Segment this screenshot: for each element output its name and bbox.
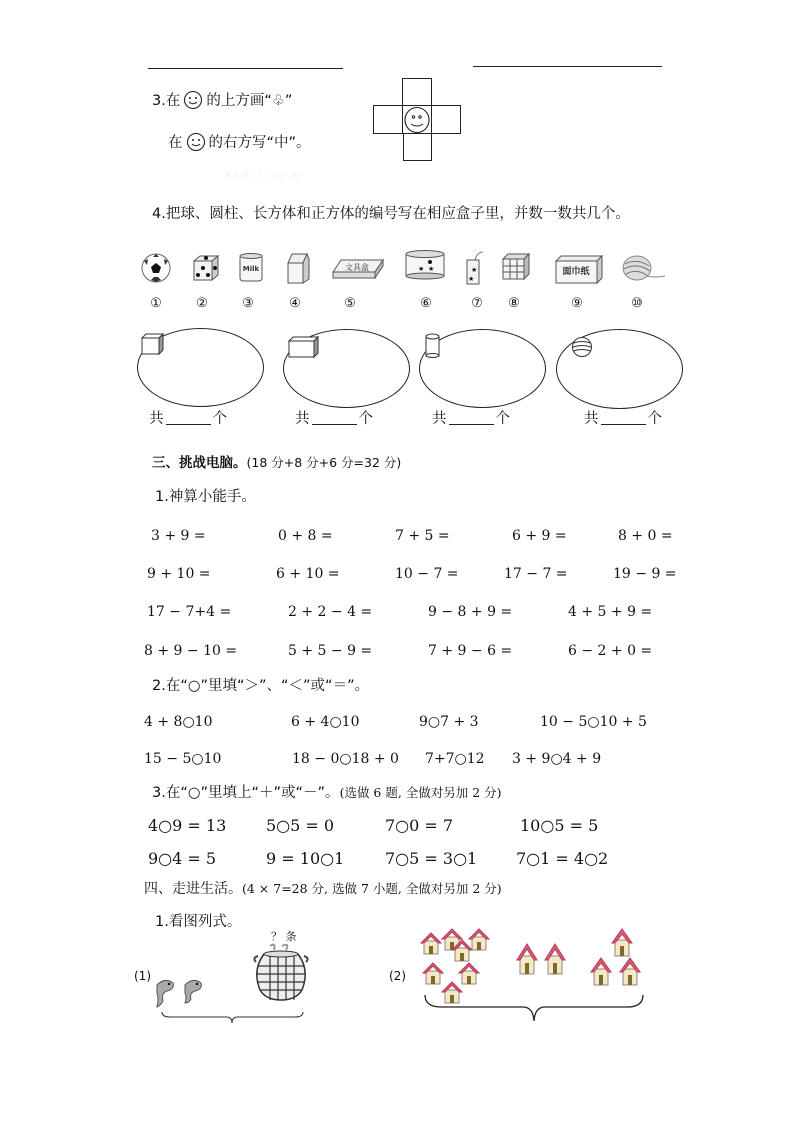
object-number: ② (196, 296, 208, 311)
operator-item[interactable]: 7○5 = 3○1 (385, 849, 478, 868)
answer-line-right[interactable] (473, 66, 662, 67)
svg-text:面巾纸: 面巾纸 (562, 267, 590, 277)
svg-text:Milk: Milk (242, 265, 260, 273)
object-number: ⑩ (631, 296, 643, 311)
operator-item[interactable]: 9 = 10○1 (266, 849, 345, 868)
equation[interactable]: 17 − 7 = (504, 566, 568, 582)
compare-item[interactable]: 6 + 4○10 (291, 714, 360, 730)
jar-icon (250, 942, 312, 1002)
compare-item[interactable]: 9○7 + 3 (419, 714, 479, 730)
part1-title: 1.神算小能手。 (155, 489, 256, 505)
house-icon (610, 927, 634, 957)
equation[interactable]: 6 + 9 = (512, 528, 567, 544)
q3-line1: 3.在 的上方画“♧” (152, 90, 292, 110)
cuboid-icon (288, 335, 320, 359)
count-blank[interactable] (601, 410, 646, 425)
compare-item[interactable]: 10 − 5○10 + 5 (540, 714, 647, 730)
operator-item[interactable]: 5○5 = 0 (266, 816, 335, 835)
compare-item[interactable]: 7+7○12 (425, 751, 485, 767)
firecracker-icon (463, 250, 485, 286)
compare-item[interactable]: 15 − 5○10 (144, 751, 222, 767)
tissue-box-icon (554, 253, 604, 285)
house-icon (515, 942, 539, 976)
equation[interactable]: 19 − 9 = (613, 566, 677, 582)
equation[interactable]: 7 + 5 = (395, 528, 450, 544)
answer-line-left[interactable] (148, 68, 343, 69)
object-number: ④ (289, 296, 301, 311)
cylinder-icon (425, 333, 441, 359)
object-number: ① (150, 296, 162, 311)
compare-item[interactable]: 4 + 8○10 (144, 714, 213, 730)
equation[interactable]: 6 + 10 = (276, 566, 340, 582)
equation[interactable]: 0 + 8 = (278, 528, 333, 544)
svg-text:文具盒: 文具盒 (345, 263, 369, 272)
equation[interactable]: 4 + 5 + 9 = (568, 604, 653, 620)
house-icon (420, 931, 442, 955)
cube-icon (141, 332, 165, 356)
count-cylinder: 共 个 (432, 411, 510, 427)
yarn-ball-icon (621, 254, 667, 284)
equation[interactable]: 10 − 7 = (395, 566, 459, 582)
operator-item[interactable]: 10○5 = 5 (520, 816, 599, 835)
figure1-label: (1) (134, 969, 151, 983)
fish-icon (181, 975, 205, 1005)
soccer-ball-icon (139, 252, 173, 284)
object-number: ⑥ (420, 296, 432, 311)
fish-icon (153, 975, 177, 1009)
drum-can-icon (404, 249, 446, 281)
smiley-icon (186, 132, 206, 152)
object-number: ⑧ (508, 296, 520, 311)
brace-icon (160, 1010, 305, 1026)
equation[interactable]: 9 + 10 = (147, 566, 211, 582)
equation[interactable]: 8 + 9 − 10 = (144, 643, 238, 659)
house-icon (618, 956, 642, 986)
milk-carton-icon (285, 251, 311, 285)
cross-top-cell[interactable] (402, 78, 432, 107)
part1-look-title: 1.看图列式。 (155, 914, 242, 930)
smiley-icon (403, 106, 431, 134)
count-blank[interactable] (312, 410, 357, 425)
equation[interactable]: 2 + 2 − 4 = (288, 604, 373, 620)
jar-question-label: ？ 条 (271, 930, 297, 943)
sphere-icon (571, 336, 593, 358)
object-number: ③ (242, 296, 254, 311)
object-number: ⑨ (571, 296, 583, 311)
milk-can-icon (238, 252, 264, 284)
watermark: XkB 1.co m (225, 170, 303, 181)
operator-item[interactable]: 7○0 = 7 (385, 816, 454, 835)
cross-right-cell[interactable] (431, 105, 461, 134)
house-icon (589, 956, 613, 986)
svg-text:★: ★ (428, 265, 435, 273)
count-cuboid: 共 个 (295, 411, 373, 427)
part2-title: 2.在“○”里填“＞”、“＜”或“＝”。 (152, 678, 370, 694)
compare-item[interactable]: 3 + 9○4 + 9 (512, 751, 602, 767)
equation[interactable]: 5 + 5 − 9 = (288, 643, 373, 659)
operator-item[interactable]: 4○9 = 13 (148, 816, 227, 835)
q3-line2: 在 的右方写“中”。 (168, 132, 311, 152)
cross-bottom-cell[interactable] (403, 132, 432, 161)
equation[interactable]: 8 + 0 = (618, 528, 673, 544)
house-icon (451, 938, 473, 962)
house-icon (543, 942, 567, 976)
svg-text:★: ★ (471, 266, 478, 274)
figure2-label: (2) (389, 969, 406, 983)
rubiks-cube-icon (501, 252, 531, 280)
equation[interactable]: 6 − 2 + 0 = (568, 643, 653, 659)
equation[interactable]: 3 + 9 = (151, 528, 206, 544)
cross-left-cell[interactable] (373, 105, 403, 134)
pencil-box-icon (331, 256, 385, 282)
compare-item[interactable]: 18 − 0○18 + 0 (292, 751, 399, 767)
equation[interactable]: 7 + 9 − 6 = (428, 643, 513, 659)
operator-item[interactable]: 9○4 = 5 (148, 849, 217, 868)
q4-title: 4.把球、圆柱、长方体和正方体的编号写在相应盒子里，并数一数共几个。 (152, 206, 630, 222)
object-number: ⑦ (471, 296, 483, 311)
equation[interactable]: 9 − 8 + 9 = (428, 604, 513, 620)
svg-text:★: ★ (418, 265, 425, 273)
count-cube: 共 个 (149, 411, 227, 427)
section4-heading: 四、走进生活。(4 × 7=28 分, 选做 7 小题, 全做对另加 2 分) (144, 881, 502, 897)
count-sphere: 共 个 (584, 411, 662, 427)
count-blank[interactable] (166, 410, 211, 425)
equation[interactable]: 17 − 7+4 = (147, 604, 232, 620)
smiley-icon (183, 90, 203, 110)
dice-icon (192, 253, 220, 283)
section3-heading: 三、挑战电脑。(18 分+8 分+6 分=32 分) (152, 455, 402, 471)
count-blank[interactable] (449, 410, 494, 425)
svg-text:★: ★ (468, 275, 475, 283)
operator-item[interactable]: 7○1 = 4○2 (516, 849, 609, 868)
part3-title: 3.在“○”里填上“＋”或“－”。(选做 6 题, 全做对另加 2 分) (152, 785, 502, 801)
object-number: ⑤ (344, 296, 356, 311)
brace-icon (423, 993, 645, 1023)
